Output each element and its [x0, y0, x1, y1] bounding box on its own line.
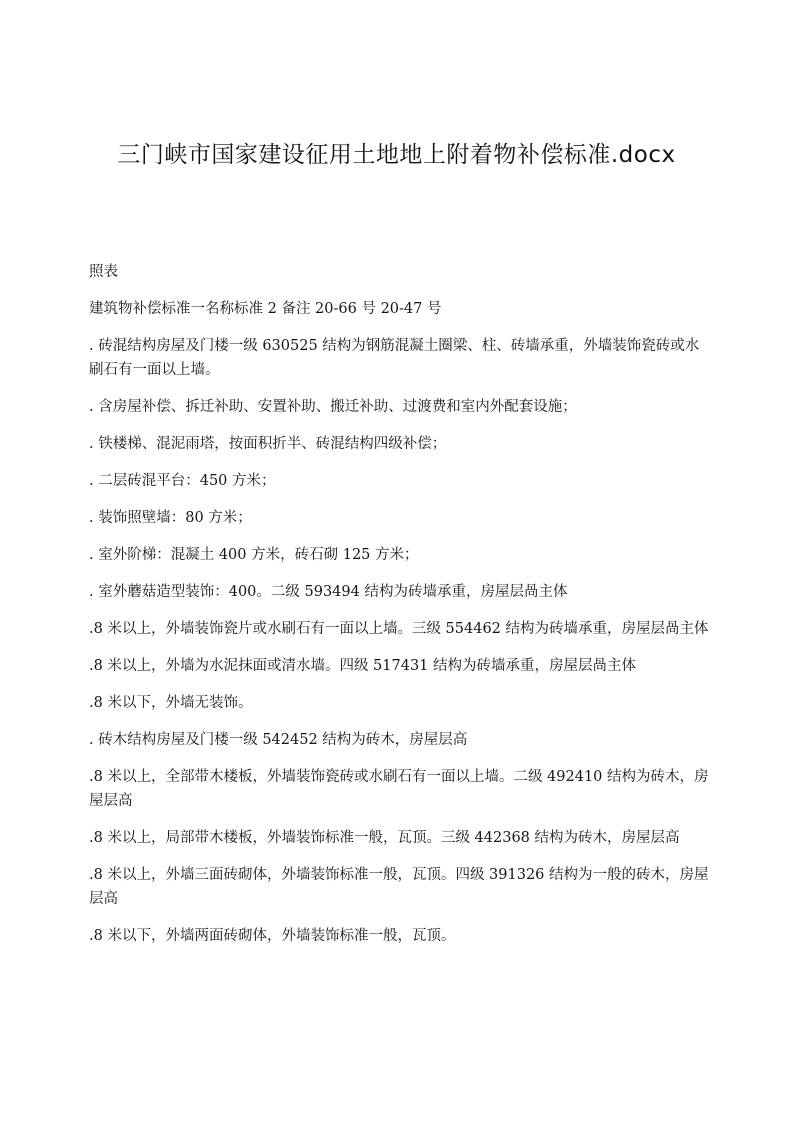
paragraph: . 室外阶梯：混凝土 400 方米，砖石砌 125 方米； — [89, 547, 419, 563]
paragraph: .8 米以上，外墙装饰瓷片或水刷石有一面以上墙。三级 554462 结构为砖墙承重，房屋层咼主体 — [89, 621, 709, 637]
paragraph: .8 米以上，外墙为水泥抹面或清水墙。四级 517431 结构为砖墙承重，房屋层咼主体 — [89, 658, 637, 674]
paragraph: .8 米以下，外墙无装饰。 — [89, 695, 253, 711]
paragraph: .8 米以上，局部带木楼板，外墙装饰标准一般，瓦顶。三级 442368 结构为砖木，房屋层高 — [89, 830, 680, 846]
paragraph: . 砖混结构房屋及门楼一级 630525 结构为钢筋混凝土圈梁、柱、砖墙承重，外墙装饰瓷砖或水刷石有一面以上墙。 — [89, 338, 700, 378]
paragraph: .8 米以上，全部带木楼板，外墙装饰瓷砖或水刷石有一面以上墙。二级 492410 结构为砖木，房屋层高 — [89, 769, 709, 809]
paragraph: . 装饰照壁墙：80 方米； — [89, 510, 252, 526]
paragraph: . 铁楼梯、混泥雨塔，按面积折半、砖混结构四级补偿； — [89, 436, 447, 452]
paragraph: .8 米以下，外墙两面砖砌体，外墙装饰标准一般，瓦顶。 — [89, 928, 456, 944]
paragraph: 照表 — [89, 264, 118, 280]
paragraph: .8 米以上，外墙三面砖砌体，外墙装饰标准一般，瓦顶。四级 391326 结构为一般的砖木，房屋层高 — [89, 867, 709, 907]
paragraph: . 含房屋补偿、拆迁补助、安置补助、搬迁补助、过渡费和室内外配套设施； — [89, 399, 577, 415]
document-body — [89, 260, 709, 961]
document-title: 三门峡市国家建设征用土地地上附着物补偿标准.docx — [117, 142, 676, 168]
paragraph: . 二层砖混平台：450 方米； — [89, 473, 276, 489]
paragraph: . 室外蘑菇造型装饰：400。二级 593494 结构为砖墙承重，房屋层咼主体 — [89, 584, 568, 600]
paragraph: . 砖木结构房屋及门楼一级 542452 结构为砖木，房屋层高 — [89, 732, 468, 748]
paragraph: 建筑物补偿标准一名称标准 2 备注 20-66 号 20-47 号 — [89, 301, 442, 317]
